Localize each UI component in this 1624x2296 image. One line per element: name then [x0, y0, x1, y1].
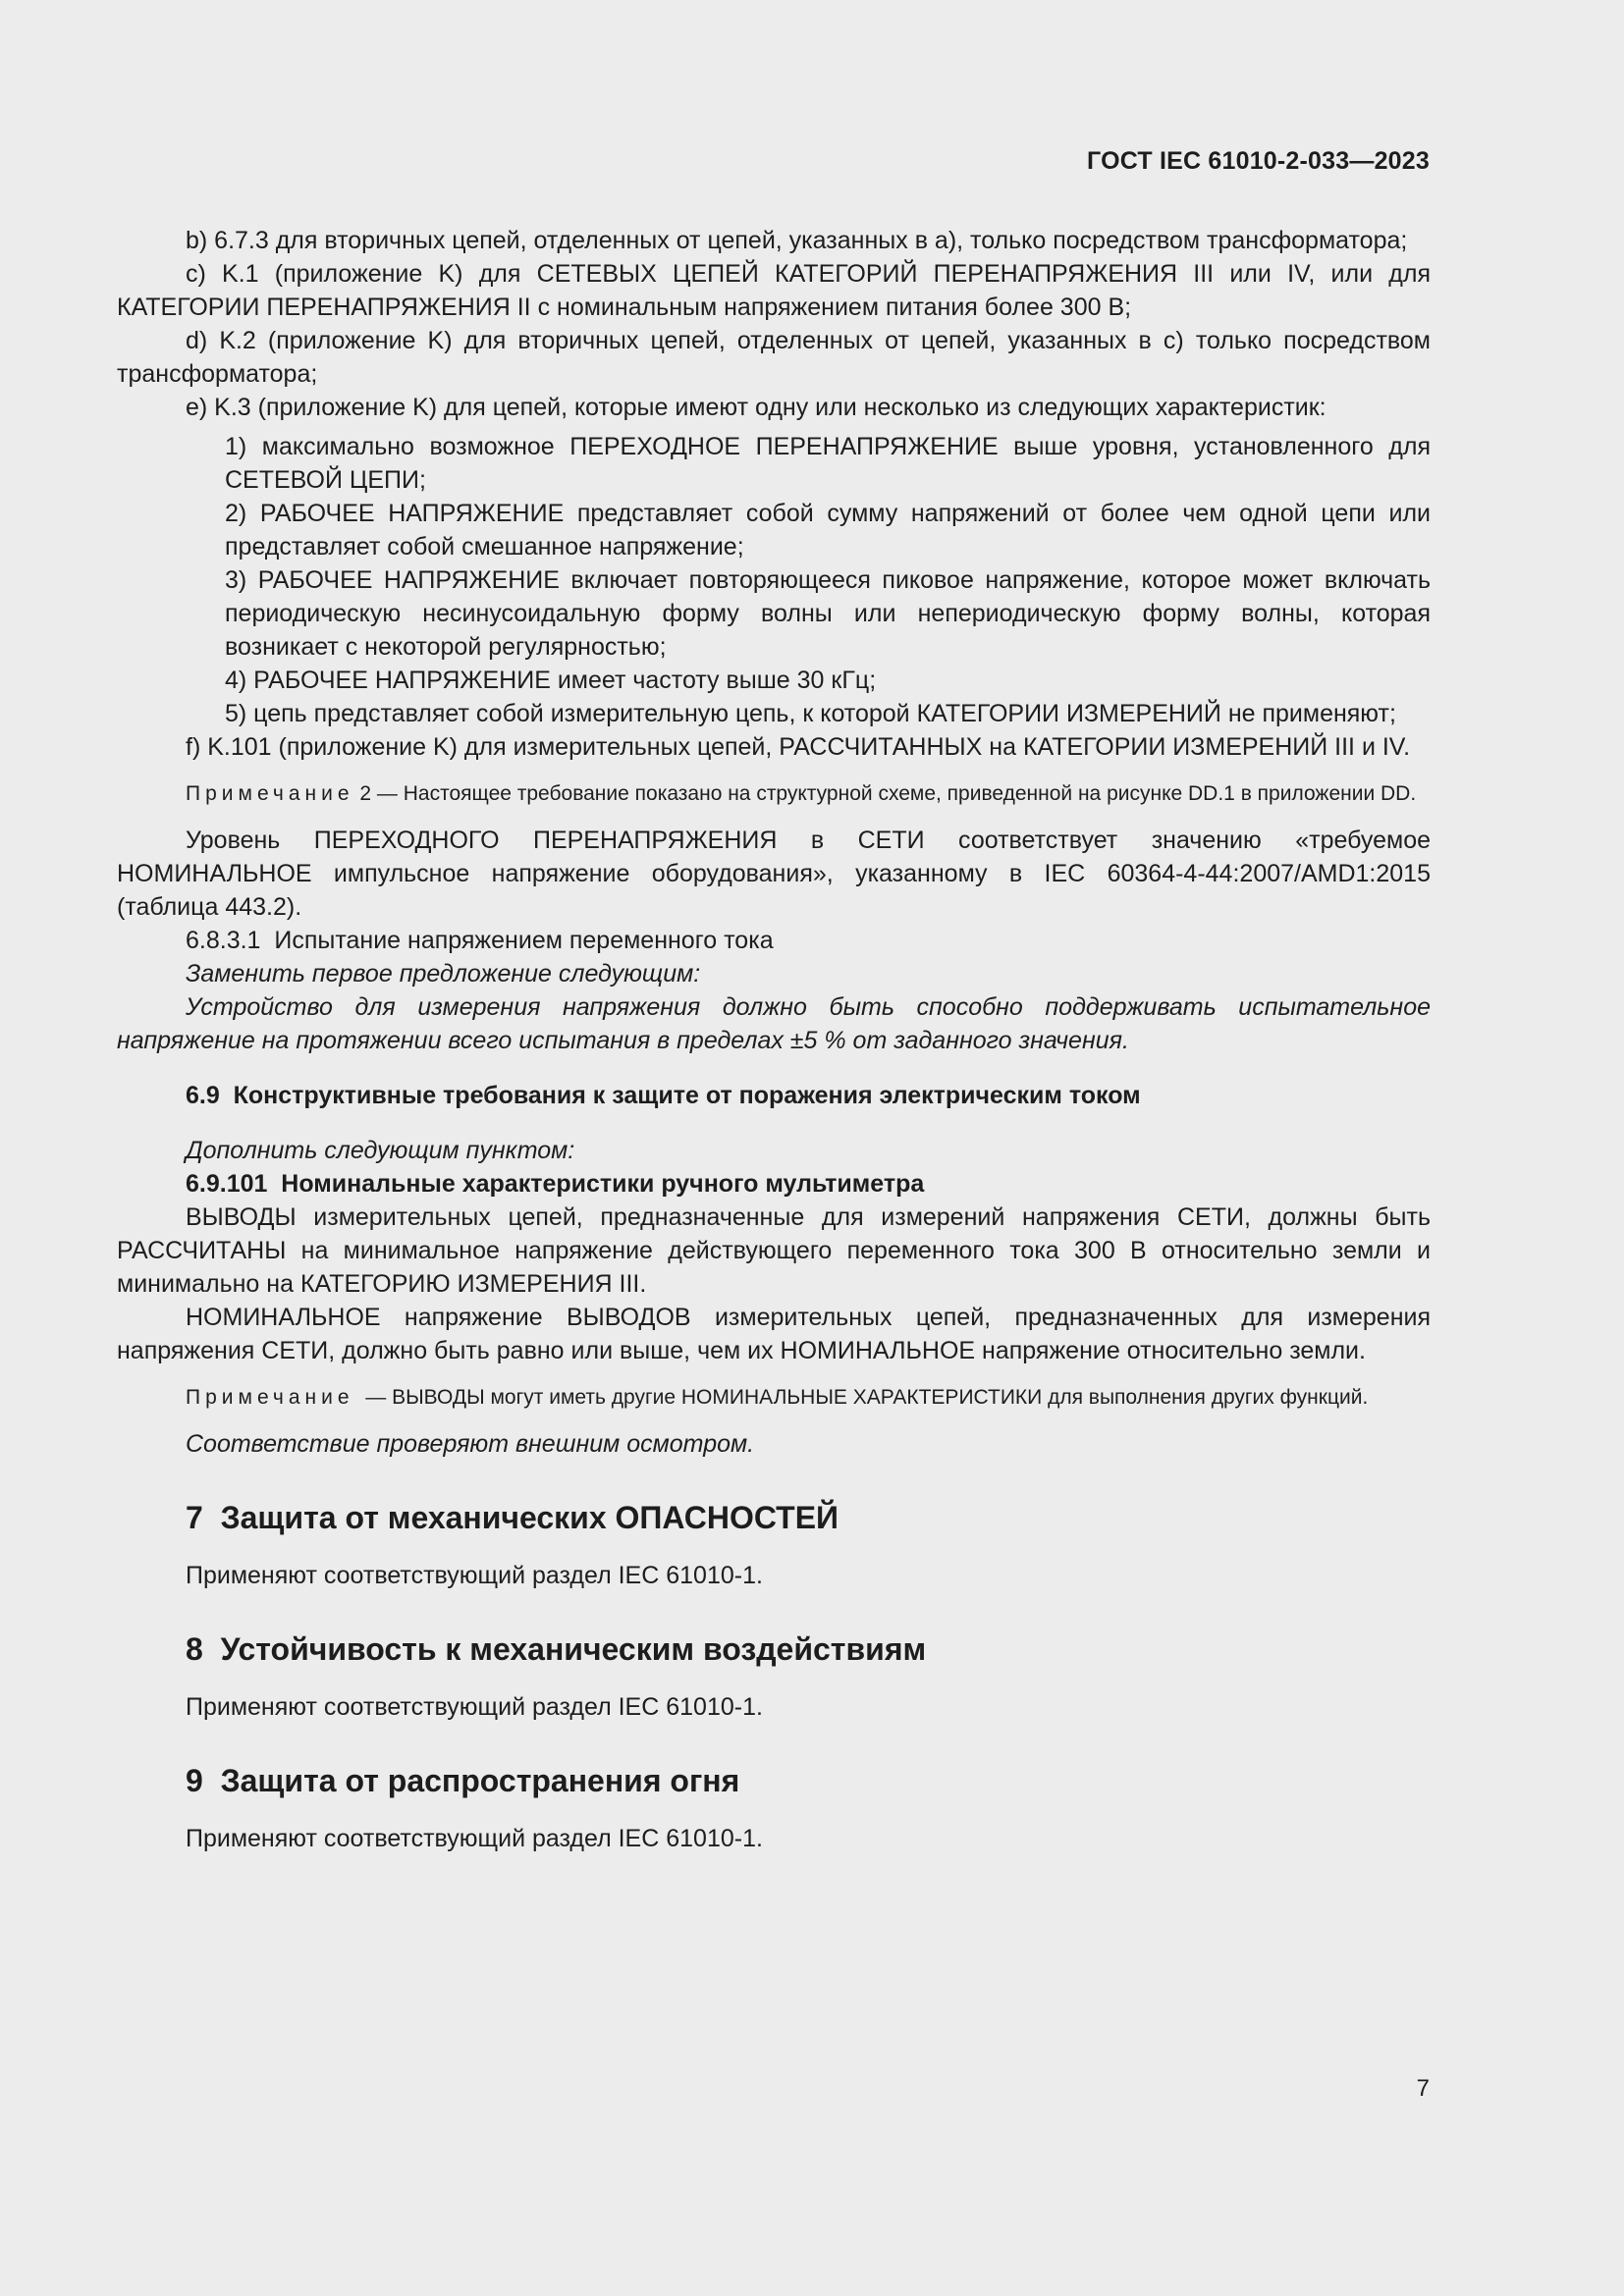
clause-6-8-3-1: 6.8.3.1 Испытание напряжением переменного тока: [186, 927, 774, 954]
section-8-text: Применяют соответствующий раздел IEC 61010-1.: [186, 1693, 763, 1721]
page-number: 7: [1416, 2075, 1430, 2102]
list-item-c: c) K.1 (приложение K) для СЕТЕВЫХ ЦЕПЕЙ КАТЕГОРИЙ ПЕРЕНАПРЯЖЕНИЯ III или IV, или для КАТЕГОРИИ ПЕРЕНАПРЯЖЕНИЯ II с номинальным напряжением питания более 300 В;: [117, 260, 1431, 321]
paragraph-terminals-2: НОМИНАЛЬНОЕ напряжение ВЫВОДОВ измерительных цепей, предназначенных для измерения напряжения СЕТИ, должно быть равно или выше, чем их НОМИНАЛЬНОЕ напряжение относительно земли.: [117, 1304, 1431, 1364]
section-7-text: Применяют соответствующий раздел IEC 61010-1.: [186, 1562, 763, 1589]
list-item-d: d) K.2 (приложение K) для вторичных цепей, отделенных от цепей, указанных в c) только посредством трансформатора;: [117, 327, 1431, 388]
section-9-text: Применяют соответствующий раздел IEC 61010-1.: [186, 1825, 763, 1852]
section-8-heading: 8 Устойчивость к механическим воздействиям: [186, 1631, 927, 1667]
sub-item-4: 4) РАБОЧЕЕ НАПРЯЖЕНИЕ имеет частоту выше 30 кГц;: [225, 667, 877, 694]
note-2: [117, 779, 1431, 808]
sub-item-3: 3) РАБОЧЕЕ НАПРЯЖЕНИЕ включает повторяющееся пиковое напряжение, которое может включать периодическую несинусоидальную форму волны или непериодическую форму волны, которая возникает с некоторой регулярностью;: [225, 566, 1431, 661]
compliance-statement: Соответствие проверяют внешним осмотром.: [186, 1430, 755, 1458]
note-label: Примечание: [186, 782, 354, 805]
replace-instruction: Заменить первое предложение следующим:: [186, 960, 701, 988]
sub-item-5: 5) цепь представляет собой измерительную цепь, к которой КАТЕГОРИИ ИЗМЕРЕНИЙ не применяют;: [225, 700, 1396, 727]
paragraph-overvoltage-level: Уровень ПЕРЕХОДНОГО ПЕРЕНАПРЯЖЕНИЯ в СЕТИ соответствует значению «требуемое НОМИНАЛЬНОЕ импульсное напряжение оборудования», указанному в IEC 60364-4-44:2007/AMD1:2015 (таблица 443.2).: [117, 827, 1431, 921]
list-item-b: b) 6.7.3 для вторичных цепей, отделенных от цепей, указанных в a), только посредством трансформатора;: [186, 227, 1408, 254]
note-label: Примечание: [186, 1386, 354, 1409]
section-9-heading: 9 Защита от распространения огня: [186, 1763, 740, 1798]
replace-text: Устройство для измерения напряжения должно быть способно поддерживать испытательное напряжение на протяжении всего испытания в пределах ±5 % от заданного значения.: [117, 993, 1431, 1054]
sub-item-2: 2) РАБОЧЕЕ НАПРЯЖЕНИЕ представляет собой сумму напряжений от более чем одной цепи или представляет собой смешанное напряжение;: [225, 500, 1431, 561]
add-instruction: Дополнить следующим пунктом:: [186, 1137, 575, 1164]
section-7-heading: 7 Защита от механических ОПАСНОСТЕЙ: [186, 1500, 839, 1535]
note-text: — ВЫВОДЫ могут иметь другие НОМИНАЛЬНЫЕ ХАРАКТЕРИСТИКИ для выполнения других функций.: [353, 1386, 1369, 1409]
paragraph-terminals-1: ВЫВОДЫ измерительных цепей, предназначенные для измерений напряжения СЕТИ, должны быть РАССЧИТАНЫ на минимальное напряжение действующего переменного тока 300 В относительно земли и минимально на КАТЕГОРИЮ ИЗМЕРЕНИЯ III.: [117, 1203, 1431, 1298]
note-terminals: [117, 1383, 1431, 1412]
sub-item-1: 1) максимально возможное ПЕРЕХОДНОЕ ПЕРЕНАПРЯЖЕНИЕ выше уровня, установленного для СЕТЕВОЙ ЦЕПИ;: [225, 433, 1431, 494]
clause-6-9-101-heading: 6.9.101 Номинальные характеристики ручного мультиметра: [186, 1170, 925, 1198]
document-header: ГОСТ IEC 61010-2-033—2023: [1087, 147, 1430, 175]
document-body: [117, 224, 1431, 1855]
section-6-9-heading: 6.9 Конструктивные требования к защите от поражения электрическим током: [186, 1082, 1141, 1109]
sub-list: [117, 430, 1431, 730]
note-text: 2 — Настоящее требование показано на структурной схеме, приведенной на рисунке DD.1 в приложении DD.: [353, 782, 1417, 805]
list-item-e: e) K.3 (приложение K) для цепей, которые имеют одну или несколько из следующих характеристик:: [186, 394, 1326, 421]
list-item-f: f) K.101 (приложение K) для измерительных цепей, РАССЧИТАННЫХ на КАТЕГОРИИ ИЗМЕРЕНИЙ III и IV.: [186, 733, 1411, 761]
